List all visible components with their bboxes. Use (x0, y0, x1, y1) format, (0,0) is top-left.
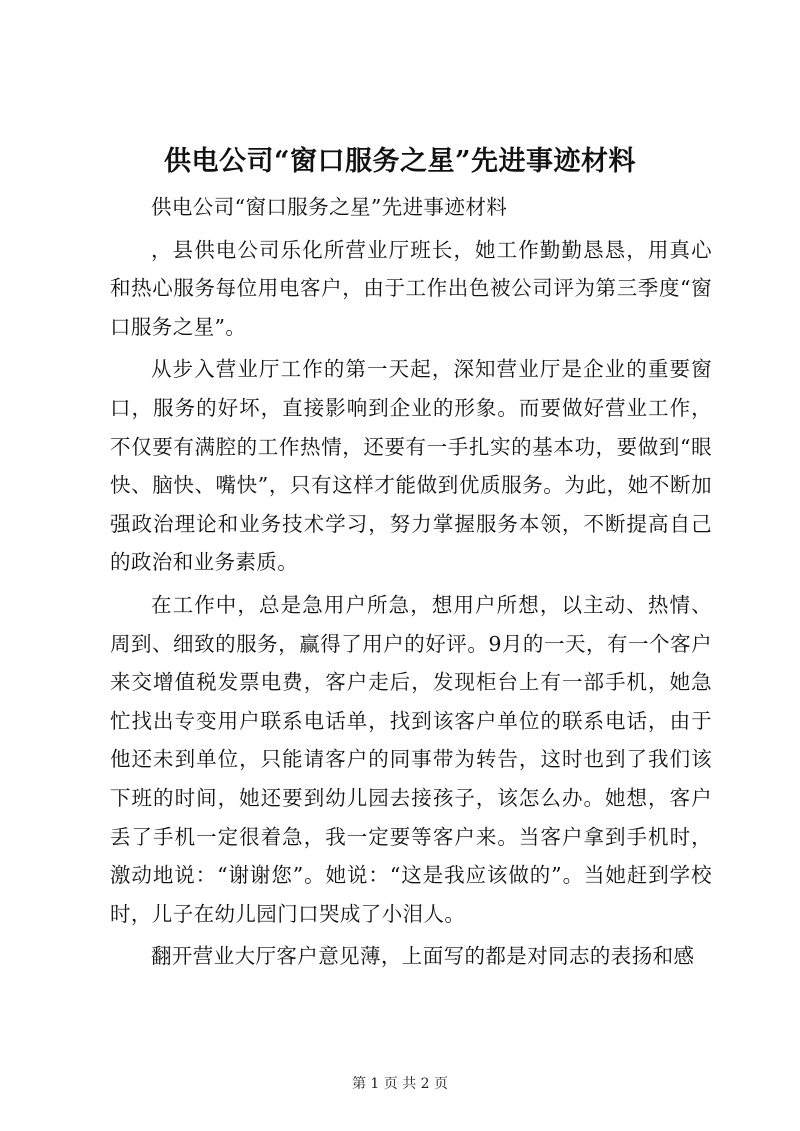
paragraph-work-attitude: 从步入营业厅工作的第一天起，深知营业厅是企业的重要窗口，服务的好坏，直接影响到企业的形象。而要做好营业工作，不仅要有满腔的工作热情，还要有一手扎实的基本功，要做到“眼快、脑快、嘴快”，只有这样才能做到优质服务。为此，她不断加强政治理论和业务技术学习，努力掌握服务本领，不断提高自己的政治和业务素质。 (110, 357, 712, 575)
paragraph-subtitle: 供电公司“窗口服务之星”先进事迹材料 (151, 195, 508, 219)
page-number-footer: 第 1 页 共 2 页 (351, 1076, 449, 1092)
paragraph-feedback-book: 翻开营业大厅客户意见薄，上面写的都是对同志的表扬和感 (151, 944, 695, 969)
paragraph-intro: ，县供电公司乐化所营业厅班长，她工作勤勤恳恳，用真心和热心服务每位用电客户，由于工作出色被公司评为第三季度“窗口服务之星”。 (110, 237, 712, 339)
paragraph-phone-story: 在工作中，总是急用户所急，想用户所想，以主动、热情、周到、细致的服务，赢得了用户的好评。9月的一天，有一个客户来交增值税发票电费，客户走后，发现柜台上有一部手机，她急忙找出专变用户联系电话单，找到该客户单位的联系电话，由于他还未到单位，只能请客户的同事带为转告，这时也到了我们该下班的时间，她还要到幼儿园去接孩子，该怎么办。她想，客户丢了手机一定很着急，我一定要等客户来。当客户拿到手机时，激动地说：“谢谢您”。她说：“这是我应该做的”。当她赶到学校时，儿子在幼儿园门口哭成了小泪人。 (110, 592, 712, 926)
document-title: 供电公司“窗口服务之星”先进事迹材料 (163, 146, 637, 177)
document-body (110, 188, 712, 976)
